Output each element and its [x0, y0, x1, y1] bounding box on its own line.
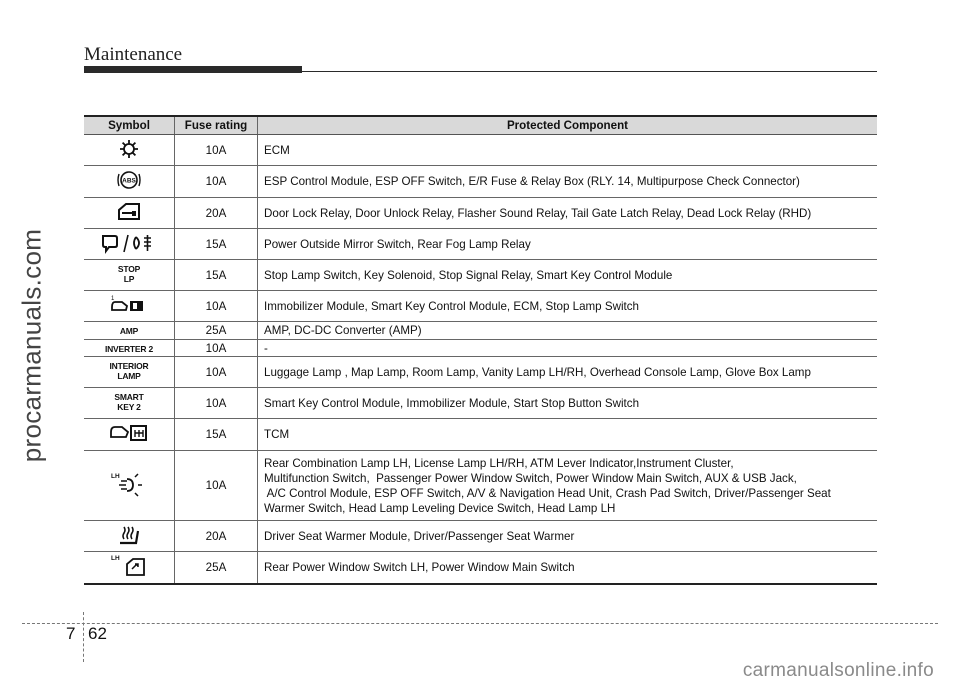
table-row	[84, 229, 877, 260]
symbol-cell	[84, 552, 175, 584]
fuse-rating-cell: 20A	[175, 521, 258, 552]
symbol-cell	[84, 229, 175, 260]
symbol-cell	[84, 340, 175, 357]
symbol-text-line: INTERIOR	[109, 361, 149, 372]
page-number: 62	[88, 624, 107, 643]
mirror-fog-icon	[100, 232, 158, 257]
fuse-rating-cell: 10A	[175, 135, 258, 166]
protected-component-cell: ESP Control Module, ESP OFF Switch, E/R Fuse & Relay Box (RLY. 14, Multipurpose Check Connector)	[258, 166, 878, 198]
symbol-text-line: STOP	[117, 264, 141, 275]
svg-text:ABS: ABS	[122, 177, 136, 185]
protected-component-cell: Driver Seat Warmer Module, Driver/Passenger Seat Warmer	[258, 521, 878, 552]
symbol-text	[105, 345, 153, 355]
header-fuse-rating: Fuse rating	[175, 116, 258, 135]
symbol-text	[109, 362, 148, 381]
protected-component-cell: Smart Key Control Module, Immobilizer Module, Start Stop Button Switch	[258, 388, 878, 419]
header-protected-component: Protected Component	[258, 116, 878, 135]
table-row	[84, 451, 877, 521]
tcm-icon	[107, 422, 151, 447]
symbol-cell	[84, 419, 175, 451]
component-line: A/C Control Module, ESP OFF Switch, A/V & Navigation Head Unit, Crash Pad Switch, Driver/Passenger Seat	[264, 486, 831, 500]
fuse-rating-cell: 25A	[175, 322, 258, 340]
component-line: Warmer Switch, Head Lamp Leveling Device Switch, Head Lamp LH	[264, 501, 616, 515]
protected-component-cell: -	[258, 340, 878, 357]
fuse-rating-cell: 10A	[175, 357, 258, 388]
component-line: Rear Combination Lamp LH, License Lamp LH/RH, ATM Lever Indicator,Instrument Cluster,	[264, 456, 734, 470]
immobilizer-1-icon	[109, 294, 149, 319]
protected-component-cell: Rear Power Window Switch LH, Power Window Main Switch	[258, 552, 878, 584]
symbol-cell	[84, 388, 175, 419]
symbol-cell	[84, 135, 175, 166]
chapter-number: 7	[66, 624, 76, 643]
protected-component-cell: AMP, DC-DC Converter (AMP)	[258, 322, 878, 340]
symbol-text	[114, 393, 143, 412]
footer-vertical-divider	[83, 612, 84, 662]
protected-component-cell: Luggage Lamp , Map Lamp, Room Lamp, Vanity Lamp LH/RH, Overhead Console Lamp, Glove Box Lamp	[258, 357, 878, 388]
table-row	[84, 322, 877, 340]
table-row	[84, 291, 877, 322]
fuse-rating-cell: 15A	[175, 260, 258, 291]
table-row	[84, 166, 877, 198]
fuse-rating-cell: 10A	[175, 451, 258, 521]
symbol-cell	[84, 291, 175, 322]
table-row	[84, 521, 877, 552]
protected-component-cell: TCM	[258, 419, 878, 451]
power-window-lh-icon	[109, 554, 149, 581]
table-row	[84, 552, 877, 584]
fuse-rating-cell: 15A	[175, 229, 258, 260]
svg-text:LH: LH	[111, 554, 120, 562]
table-row	[84, 198, 877, 229]
fuse-rating-cell: 10A	[175, 340, 258, 357]
immobilizer-number-label: 1	[111, 295, 115, 302]
symbol-text-line: AMP	[119, 326, 139, 336]
table-row	[84, 135, 877, 166]
symbol-text	[118, 265, 140, 284]
symbol-text-line: LP	[123, 273, 135, 284]
protected-component-cell: Stop Lamp Switch, Key Solenoid, Stop Signal Relay, Smart Key Control Module	[258, 260, 878, 291]
engine-control-icon	[118, 138, 140, 163]
section-title: Maintenance	[84, 44, 183, 65]
seat-warmer-icon	[115, 523, 143, 550]
header-rule-thin	[302, 71, 877, 72]
symbol-text-line: INVERTER 2	[104, 343, 154, 354]
header-rule-thick	[84, 66, 302, 73]
table-header-row	[84, 116, 877, 135]
watermark-procarmanuals: procarmanuals.com	[16, 228, 47, 463]
protected-component-cell: ECM	[258, 135, 878, 166]
fuse-rating-cell: 15A	[175, 419, 258, 451]
table-row	[84, 340, 877, 357]
symbol-text-line: SMART	[114, 392, 144, 403]
symbol-cell	[84, 198, 175, 229]
protected-component-cell	[258, 451, 878, 521]
symbol-cell	[84, 451, 175, 521]
table-row	[84, 260, 877, 291]
symbol-text-line: LAMP	[117, 370, 141, 381]
door-lock-icon	[116, 201, 142, 226]
protected-component-cell: Door Lock Relay, Door Unlock Relay, Flasher Sound Relay, Tail Gate Latch Relay, Dead Lock Relay (RHD)	[258, 198, 878, 229]
watermark-carmanualsonline: carmanualsonline.info	[742, 660, 934, 681]
footer-divider	[22, 623, 938, 624]
svg-text:LH: LH	[111, 473, 120, 480]
symbol-cell	[84, 260, 175, 291]
fuse-rating-cell: 10A	[175, 166, 258, 198]
fuse-rating-cell: 10A	[175, 291, 258, 322]
symbol-text-line: KEY 2	[117, 401, 141, 412]
component-line: Multifunction Switch, Passenger Power Window Switch, Power Window Main Switch, AUX & USB Jack,	[264, 471, 797, 485]
table-row	[84, 419, 877, 451]
table-row	[84, 357, 877, 388]
symbol-cell	[84, 166, 175, 198]
protected-component-cell: Immobilizer Module, Smart Key Control Module, ECM, Stop Lamp Switch	[258, 291, 878, 322]
fuse-rating-cell: 20A	[175, 198, 258, 229]
lamp-lh-icon	[109, 471, 149, 500]
table-row	[84, 388, 877, 419]
symbol-cell	[84, 357, 175, 388]
header-symbol: Symbol	[84, 116, 175, 135]
abs-icon	[116, 169, 142, 194]
fuse-rating-cell: 25A	[175, 552, 258, 584]
protected-component-cell: Power Outside Mirror Switch, Rear Fog Lamp Relay	[258, 229, 878, 260]
symbol-text	[120, 327, 138, 337]
fuse-table	[84, 115, 877, 585]
fuse-rating-cell: 10A	[175, 388, 258, 419]
symbol-cell	[84, 322, 175, 340]
symbol-cell	[84, 521, 175, 552]
